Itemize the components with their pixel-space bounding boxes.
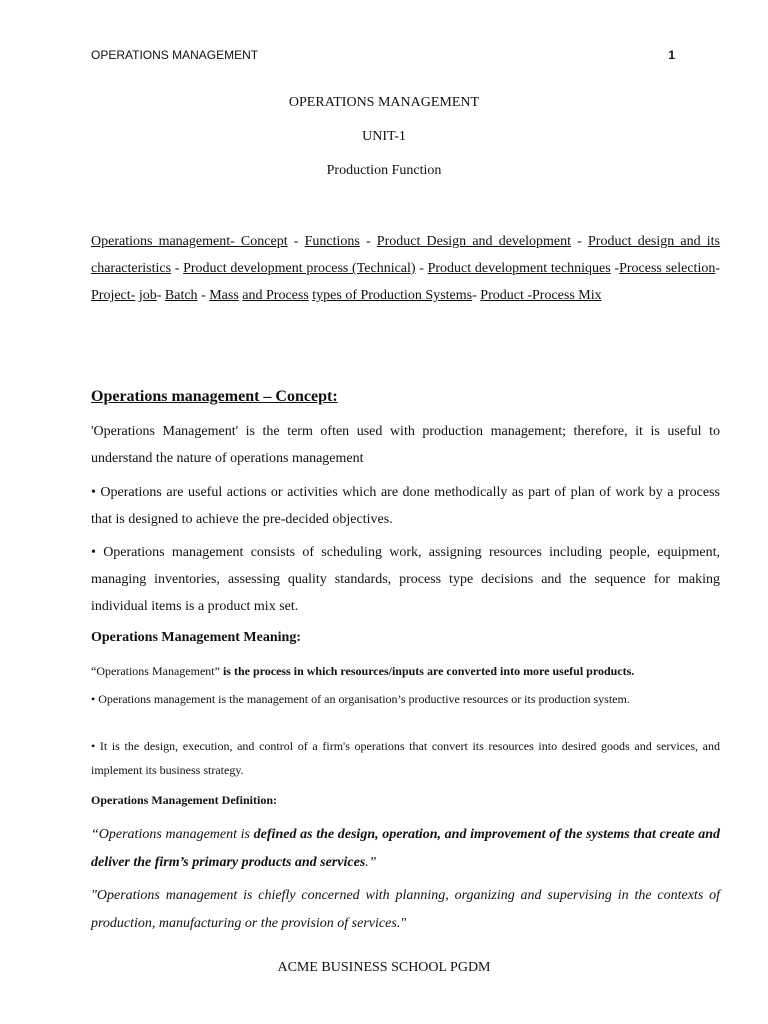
concept-heading: Operations management – Concept: (91, 388, 338, 405)
topic-link[interactable]: job (138, 288, 157, 303)
running-title: OPERATIONS MANAGEMENT (91, 48, 259, 62)
topic-link[interactable]: Project- (91, 288, 136, 303)
unit-label: UNIT-1 (362, 129, 406, 144)
definition-quote: "Operations management is chiefly concerned with planning, organizing and supervising in the contexts of production, manufacturing or the provision of services." (91, 888, 720, 931)
page-footer: ACME BUSINESS SCHOOL PGDM (277, 960, 491, 975)
concept-bullet: • Operations management consists of scheduling work, assigning resources including people, equipment, managing inventories, assessing quality standards, process type decisions and the sequence for making individual items is a product mix set. (91, 545, 720, 614)
meaning-bullet: • Operations management is the management of an organisation’s productive resources or its production system. (91, 692, 630, 706)
topic-link[interactable]: Operations management- Concept (91, 234, 288, 249)
topic-link[interactable]: Mass (209, 288, 239, 303)
topic-link[interactable]: Product development process (Technical) (183, 261, 416, 276)
topic-link[interactable]: Product -Process Mix (480, 288, 602, 303)
topic-link[interactable]: Product design and its characteristics (91, 234, 721, 276)
concept-paragraph: 'Operations Management' is the term often used with production management; therefore, it is useful to understand the nature of operations management (91, 424, 720, 466)
definition-quote: “Operations management is defined as the design, operation, and improvement of the systems that create and deliver the firm’s primary products and services.” (91, 827, 720, 870)
topic-link[interactable]: types of Production Systems (312, 288, 473, 303)
concept-bullet: • Operations are useful actions or activities which are done methodically as part of plan of work by a process that is designed to achieve the pre-decided objectives. (91, 485, 720, 527)
section-subtitle: Production Function (326, 163, 442, 178)
meaning-heading: Operations Management Meaning: (91, 630, 301, 645)
topic-link[interactable]: Functions (304, 234, 360, 249)
page-number: 1 (668, 48, 675, 62)
topic-link[interactable]: Product development techniques (427, 261, 611, 276)
topic-link[interactable]: Product Design and development (376, 234, 572, 249)
topic-list: Operations management- Concept - Functions - Product Design and development - Product design and its characteristics - Product development process (Technical) - Product development techniques -Process selection- Project- job- Batch - Mass and Process types of Production Systems- Product -Process Mix (91, 234, 721, 303)
meaning-statement: “Operations Management” is the process in which resources/inputs are converted into more useful products. (91, 664, 635, 678)
meaning-bullet: • It is the design, execution, and control of a firm's operations that convert its resources into desired goods and services, and implement its business strategy. (91, 739, 720, 777)
topic-link[interactable]: and Process (242, 288, 309, 303)
definition-heading: Operations Management Definition: (91, 793, 277, 807)
document-title: OPERATIONS MANAGEMENT (288, 95, 480, 110)
topic-link[interactable]: Process selection (619, 261, 716, 276)
topic-link[interactable]: Batch (164, 288, 198, 303)
page-header (91, 48, 677, 62)
